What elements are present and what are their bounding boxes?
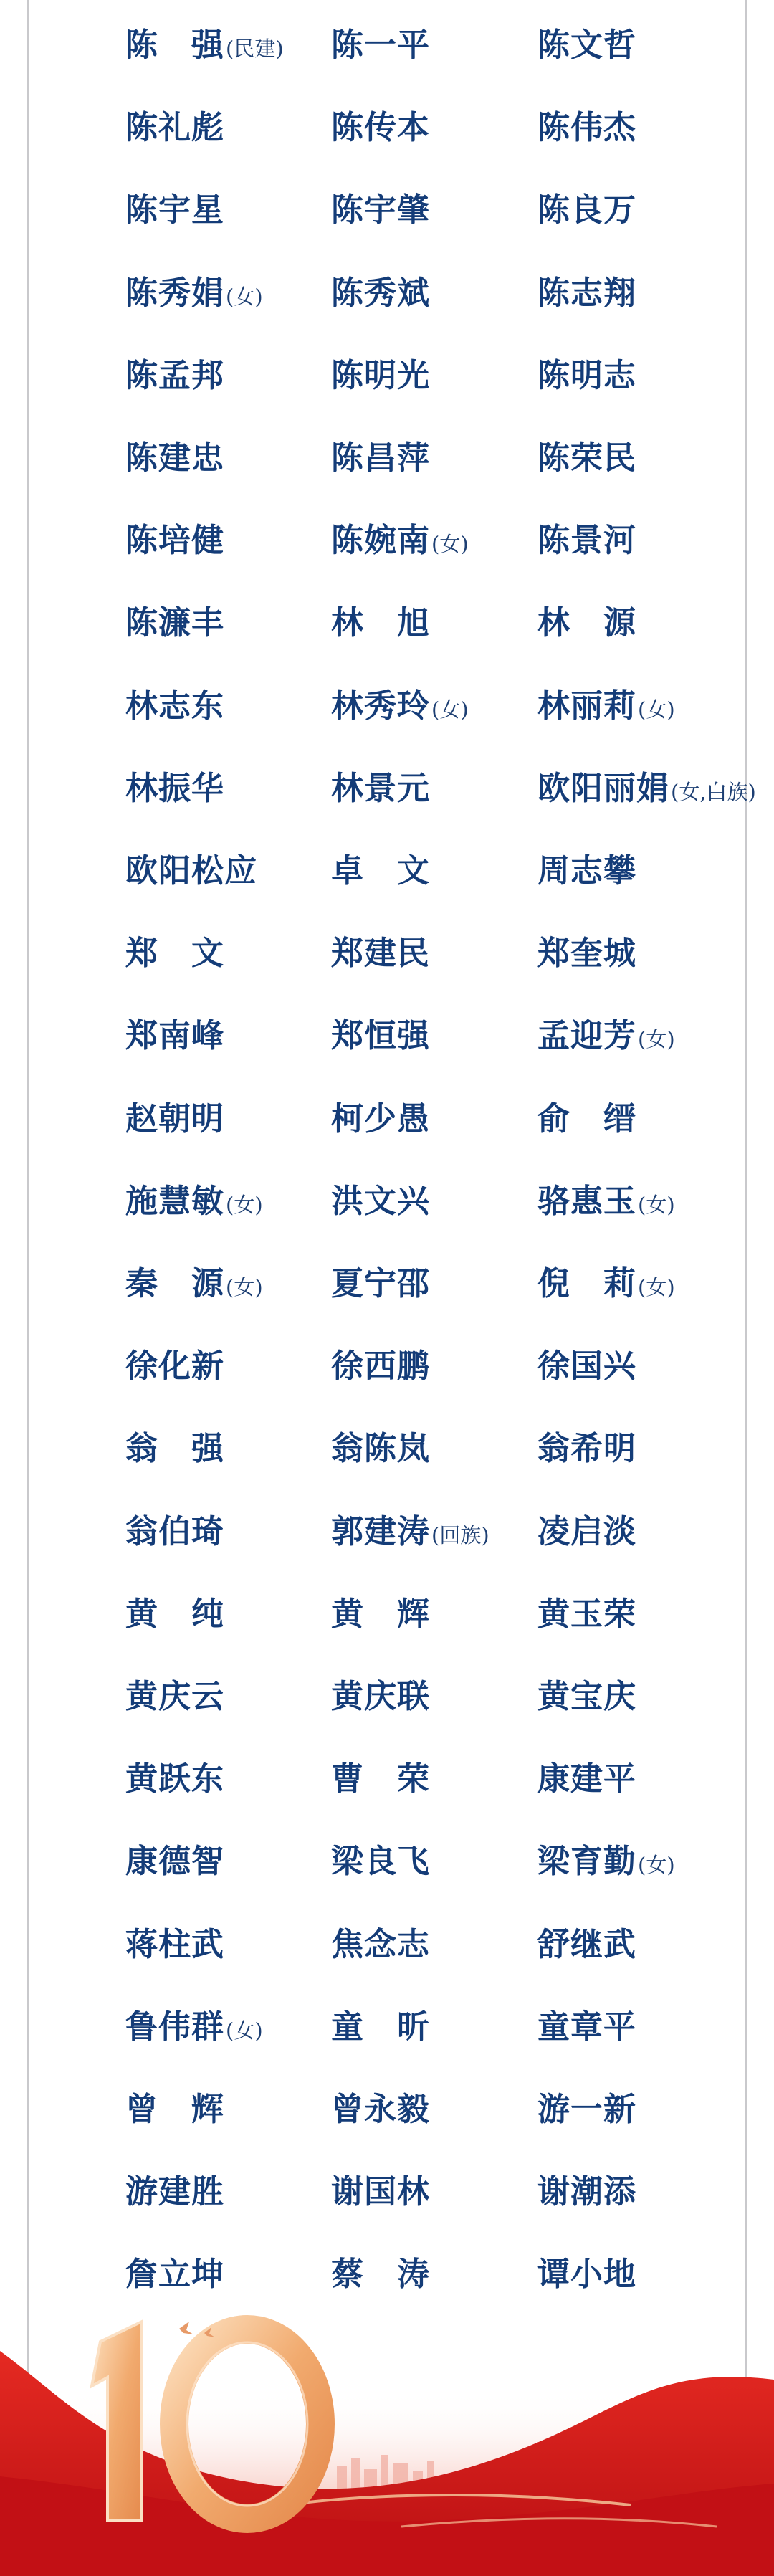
name-entry bbox=[331, 95, 430, 160]
person-name: 黄庆云 bbox=[125, 1677, 225, 1715]
person-name: 鲁伟群 bbox=[125, 2007, 225, 2046]
person-name: 柯少愚 bbox=[331, 1099, 431, 1137]
name-entry bbox=[331, 1251, 430, 1316]
person-name: 陈孟邦 bbox=[125, 356, 225, 394]
person-name: 黄跃东 bbox=[125, 1760, 225, 1798]
person-note: (女) bbox=[638, 1275, 675, 1299]
name-entry bbox=[125, 1582, 224, 1646]
person-note: (回族) bbox=[431, 1522, 489, 1547]
person-name: 欧阳丽娟 bbox=[538, 768, 670, 807]
person-name: 郑建民 bbox=[331, 934, 431, 973]
name-entry bbox=[538, 1169, 675, 1234]
name-row bbox=[0, 674, 774, 738]
person-name: 翁希明 bbox=[538, 1429, 637, 1468]
name-entry bbox=[331, 1003, 430, 1068]
person-name: 郑 文 bbox=[125, 934, 225, 973]
name-entry bbox=[538, 261, 636, 325]
person-note: (女) bbox=[638, 1027, 675, 1052]
name-row bbox=[0, 591, 774, 655]
name-entry bbox=[538, 2242, 636, 2307]
person-note: (女) bbox=[226, 284, 263, 309]
name-entry bbox=[538, 1416, 636, 1481]
name-entry bbox=[125, 1087, 224, 1151]
name-row bbox=[0, 2242, 774, 2307]
person-name: 康建平 bbox=[538, 1760, 637, 1798]
name-entry bbox=[125, 1912, 224, 1977]
name-entry bbox=[538, 1334, 636, 1398]
name-entry bbox=[125, 1251, 263, 1316]
name-entry bbox=[331, 839, 430, 903]
name-entry bbox=[125, 178, 224, 242]
person-name: 陈 强 bbox=[125, 26, 225, 64]
person-name: 夏宁邵 bbox=[331, 1264, 431, 1302]
person-note: (女) bbox=[226, 1192, 263, 1217]
person-name: 谢国林 bbox=[331, 2172, 431, 2211]
name-entry bbox=[125, 261, 263, 325]
name-entry bbox=[331, 1416, 430, 1481]
person-name: 舒继武 bbox=[538, 1924, 637, 1963]
person-name: 黄玉荣 bbox=[538, 1594, 637, 1633]
name-row bbox=[0, 1582, 774, 1646]
name-entry bbox=[538, 921, 636, 986]
name-entry bbox=[331, 921, 430, 986]
name-entry bbox=[125, 756, 224, 821]
anniversary-banner bbox=[0, 2312, 774, 2576]
name-row bbox=[0, 1087, 774, 1151]
name-entry bbox=[538, 13, 636, 77]
name-entry bbox=[331, 591, 430, 655]
name-entry bbox=[125, 1169, 263, 1234]
person-name: 詹立坤 bbox=[125, 2255, 225, 2294]
person-note: (民建) bbox=[226, 37, 284, 61]
person-name: 林 旭 bbox=[331, 604, 431, 642]
name-entry bbox=[125, 921, 224, 986]
person-name: 骆惠玉 bbox=[538, 1181, 637, 1220]
person-note: (女) bbox=[226, 1275, 263, 1299]
person-name: 林 源 bbox=[538, 604, 637, 642]
person-note: (女) bbox=[638, 1853, 675, 1878]
person-note: (女) bbox=[638, 697, 675, 722]
person-name: 陈明光 bbox=[331, 356, 431, 394]
person-name: 焦念志 bbox=[331, 1924, 431, 1963]
name-row bbox=[0, 1416, 774, 1481]
name-entry bbox=[538, 1087, 636, 1151]
person-name: 陈志翔 bbox=[538, 273, 637, 312]
name-row bbox=[0, 1664, 774, 1729]
person-name: 洪文兴 bbox=[331, 1181, 431, 1220]
name-row bbox=[0, 261, 774, 325]
name-row bbox=[0, 921, 774, 986]
name-entry bbox=[331, 674, 469, 738]
name-entry bbox=[538, 2160, 636, 2224]
person-name: 陈濂丰 bbox=[125, 604, 225, 642]
name-entry bbox=[331, 1912, 430, 1977]
person-note: (女) bbox=[431, 532, 469, 557]
name-entry bbox=[331, 1995, 430, 2059]
name-entry bbox=[125, 674, 224, 738]
name-entry bbox=[538, 591, 636, 655]
person-name: 康德智 bbox=[125, 1842, 225, 1881]
name-entry bbox=[125, 13, 284, 77]
name-entry bbox=[331, 1499, 489, 1564]
name-entry bbox=[331, 1829, 430, 1894]
person-name: 黄 纯 bbox=[125, 1594, 225, 1633]
person-name: 郭建涛 bbox=[331, 1512, 431, 1550]
name-entry bbox=[538, 1251, 675, 1316]
person-name: 卓 文 bbox=[331, 851, 431, 889]
name-entry bbox=[125, 508, 224, 573]
person-name: 翁伯琦 bbox=[125, 1512, 225, 1550]
name-entry bbox=[538, 178, 636, 242]
person-name: 陈荣民 bbox=[538, 439, 637, 477]
name-entry bbox=[538, 1829, 675, 1894]
name-entry bbox=[538, 426, 636, 490]
name-entry bbox=[125, 1829, 224, 1894]
person-name: 欧阳松应 bbox=[125, 851, 258, 889]
person-name: 陈宇星 bbox=[125, 191, 225, 229]
person-name: 施慧敏 bbox=[125, 1181, 225, 1220]
person-note: (女) bbox=[431, 697, 469, 722]
name-entry bbox=[538, 839, 636, 903]
person-name: 林振华 bbox=[125, 768, 225, 807]
name-entry bbox=[331, 1582, 430, 1646]
name-row bbox=[0, 95, 774, 160]
name-entry bbox=[538, 2077, 636, 2142]
name-entry bbox=[331, 13, 430, 77]
person-name: 林景元 bbox=[331, 768, 431, 807]
person-name: 凌启淡 bbox=[538, 1512, 637, 1550]
person-note: (女,白族) bbox=[671, 779, 756, 804]
name-row bbox=[0, 1334, 774, 1398]
name-entry bbox=[125, 839, 257, 903]
name-entry bbox=[331, 2077, 430, 2142]
name-entry bbox=[538, 95, 636, 160]
person-name: 翁 强 bbox=[125, 1429, 225, 1468]
name-row bbox=[0, 426, 774, 490]
person-name: 陈宇肇 bbox=[331, 191, 431, 229]
name-row bbox=[0, 1747, 774, 1811]
name-entry bbox=[331, 178, 430, 242]
person-name: 童 昕 bbox=[331, 2007, 431, 2046]
person-name: 郑南峰 bbox=[125, 1016, 225, 1055]
name-entry bbox=[331, 756, 430, 821]
person-name: 曹 荣 bbox=[331, 1760, 431, 1798]
person-name: 郑恒强 bbox=[331, 1016, 431, 1055]
name-row bbox=[0, 1251, 774, 1316]
name-entry bbox=[331, 1334, 430, 1398]
person-note: (女) bbox=[638, 1192, 675, 1217]
person-name: 陈秀娟 bbox=[125, 273, 225, 312]
name-entry bbox=[125, 1995, 263, 2059]
name-entry bbox=[538, 1912, 636, 1977]
name-row bbox=[0, 1912, 774, 1977]
person-name: 童章平 bbox=[538, 2007, 637, 2046]
person-name: 谢潮添 bbox=[538, 2172, 637, 2211]
name-entry bbox=[538, 1664, 636, 1729]
person-name: 曾永毅 bbox=[331, 2090, 431, 2128]
person-name: 陈培健 bbox=[125, 521, 225, 560]
person-name: 曾 辉 bbox=[125, 2090, 225, 2128]
name-entry bbox=[331, 261, 430, 325]
person-name: 陈建忠 bbox=[125, 439, 225, 477]
person-name: 陈昌萍 bbox=[331, 439, 431, 477]
person-name: 林丽莉 bbox=[538, 686, 637, 725]
person-name: 林志东 bbox=[125, 686, 225, 725]
person-name: 赵朝明 bbox=[125, 1099, 225, 1137]
name-entry bbox=[125, 1334, 224, 1398]
name-entry bbox=[331, 1169, 430, 1234]
person-name: 陈婉南 bbox=[331, 521, 431, 560]
name-entry bbox=[538, 343, 636, 408]
person-name: 黄 辉 bbox=[331, 1594, 431, 1633]
person-name: 黄宝庆 bbox=[538, 1677, 637, 1715]
person-name: 倪 莉 bbox=[538, 1264, 637, 1302]
person-name: 陈传本 bbox=[331, 108, 431, 147]
name-row bbox=[0, 756, 774, 821]
person-name: 游一新 bbox=[538, 2090, 637, 2128]
name-entry bbox=[538, 1582, 636, 1646]
person-name: 徐西鹏 bbox=[331, 1347, 431, 1385]
name-row bbox=[0, 1829, 774, 1894]
person-name: 俞 缙 bbox=[538, 1099, 637, 1137]
name-row bbox=[0, 1995, 774, 2059]
person-name: 陈景河 bbox=[538, 521, 637, 560]
name-row bbox=[0, 1499, 774, 1564]
person-name: 陈礼彪 bbox=[125, 108, 225, 147]
person-name: 游建胜 bbox=[125, 2172, 225, 2211]
name-row bbox=[0, 2077, 774, 2142]
name-entry bbox=[331, 1747, 430, 1811]
person-name: 陈明志 bbox=[538, 356, 637, 394]
name-row bbox=[0, 839, 774, 903]
name-row bbox=[0, 508, 774, 573]
name-entry bbox=[331, 2242, 430, 2307]
person-name: 孟迎芳 bbox=[538, 1016, 637, 1055]
name-entry bbox=[538, 1003, 675, 1068]
name-entry bbox=[331, 1664, 430, 1729]
name-entry bbox=[538, 1747, 636, 1811]
person-name: 梁良飞 bbox=[331, 1842, 431, 1881]
name-entry bbox=[331, 1087, 430, 1151]
name-row bbox=[0, 13, 774, 77]
name-entry bbox=[125, 1003, 224, 1068]
name-entry bbox=[125, 2077, 224, 2142]
name-entry bbox=[125, 1499, 224, 1564]
name-entry bbox=[125, 2160, 224, 2224]
name-entry bbox=[538, 1995, 636, 2059]
name-entry bbox=[125, 95, 224, 160]
person-name: 蒋柱武 bbox=[125, 1924, 225, 1963]
name-entry bbox=[538, 1499, 636, 1564]
person-name: 秦 源 bbox=[125, 1264, 225, 1302]
name-entry bbox=[538, 756, 756, 821]
name-entry bbox=[538, 508, 636, 573]
person-name: 黄庆联 bbox=[331, 1677, 431, 1715]
name-entry bbox=[331, 508, 469, 573]
person-name: 蔡 涛 bbox=[331, 2255, 431, 2294]
name-row bbox=[0, 1169, 774, 1234]
name-entry bbox=[125, 1747, 224, 1811]
person-name: 陈一平 bbox=[331, 26, 431, 64]
name-entry bbox=[125, 1664, 224, 1729]
person-name: 陈伟杰 bbox=[538, 108, 637, 147]
banner-graphic bbox=[0, 2312, 774, 2576]
person-name: 陈良万 bbox=[538, 191, 637, 229]
person-name: 郑奎城 bbox=[538, 934, 637, 973]
person-name: 徐化新 bbox=[125, 1347, 225, 1385]
name-entry bbox=[125, 591, 224, 655]
name-row bbox=[0, 1003, 774, 1068]
name-row bbox=[0, 178, 774, 242]
name-entry bbox=[125, 426, 224, 490]
name-entry bbox=[125, 343, 224, 408]
name-entry bbox=[331, 343, 430, 408]
person-name: 周志攀 bbox=[538, 851, 637, 889]
name-row bbox=[0, 2160, 774, 2224]
name-row bbox=[0, 343, 774, 408]
name-entry bbox=[125, 1416, 224, 1481]
person-name: 徐国兴 bbox=[538, 1347, 637, 1385]
person-name: 翁陈岚 bbox=[331, 1429, 431, 1468]
name-entry bbox=[125, 2242, 224, 2307]
person-name: 梁育勤 bbox=[538, 1842, 637, 1881]
name-entry bbox=[538, 674, 675, 738]
person-name: 陈文哲 bbox=[538, 26, 637, 64]
person-name: 林秀玲 bbox=[331, 686, 431, 725]
name-entry bbox=[331, 2160, 430, 2224]
name-entry bbox=[331, 426, 430, 490]
person-name: 陈秀斌 bbox=[331, 273, 431, 312]
person-name: 谭小地 bbox=[538, 2255, 637, 2294]
person-note: (女) bbox=[226, 2018, 263, 2043]
